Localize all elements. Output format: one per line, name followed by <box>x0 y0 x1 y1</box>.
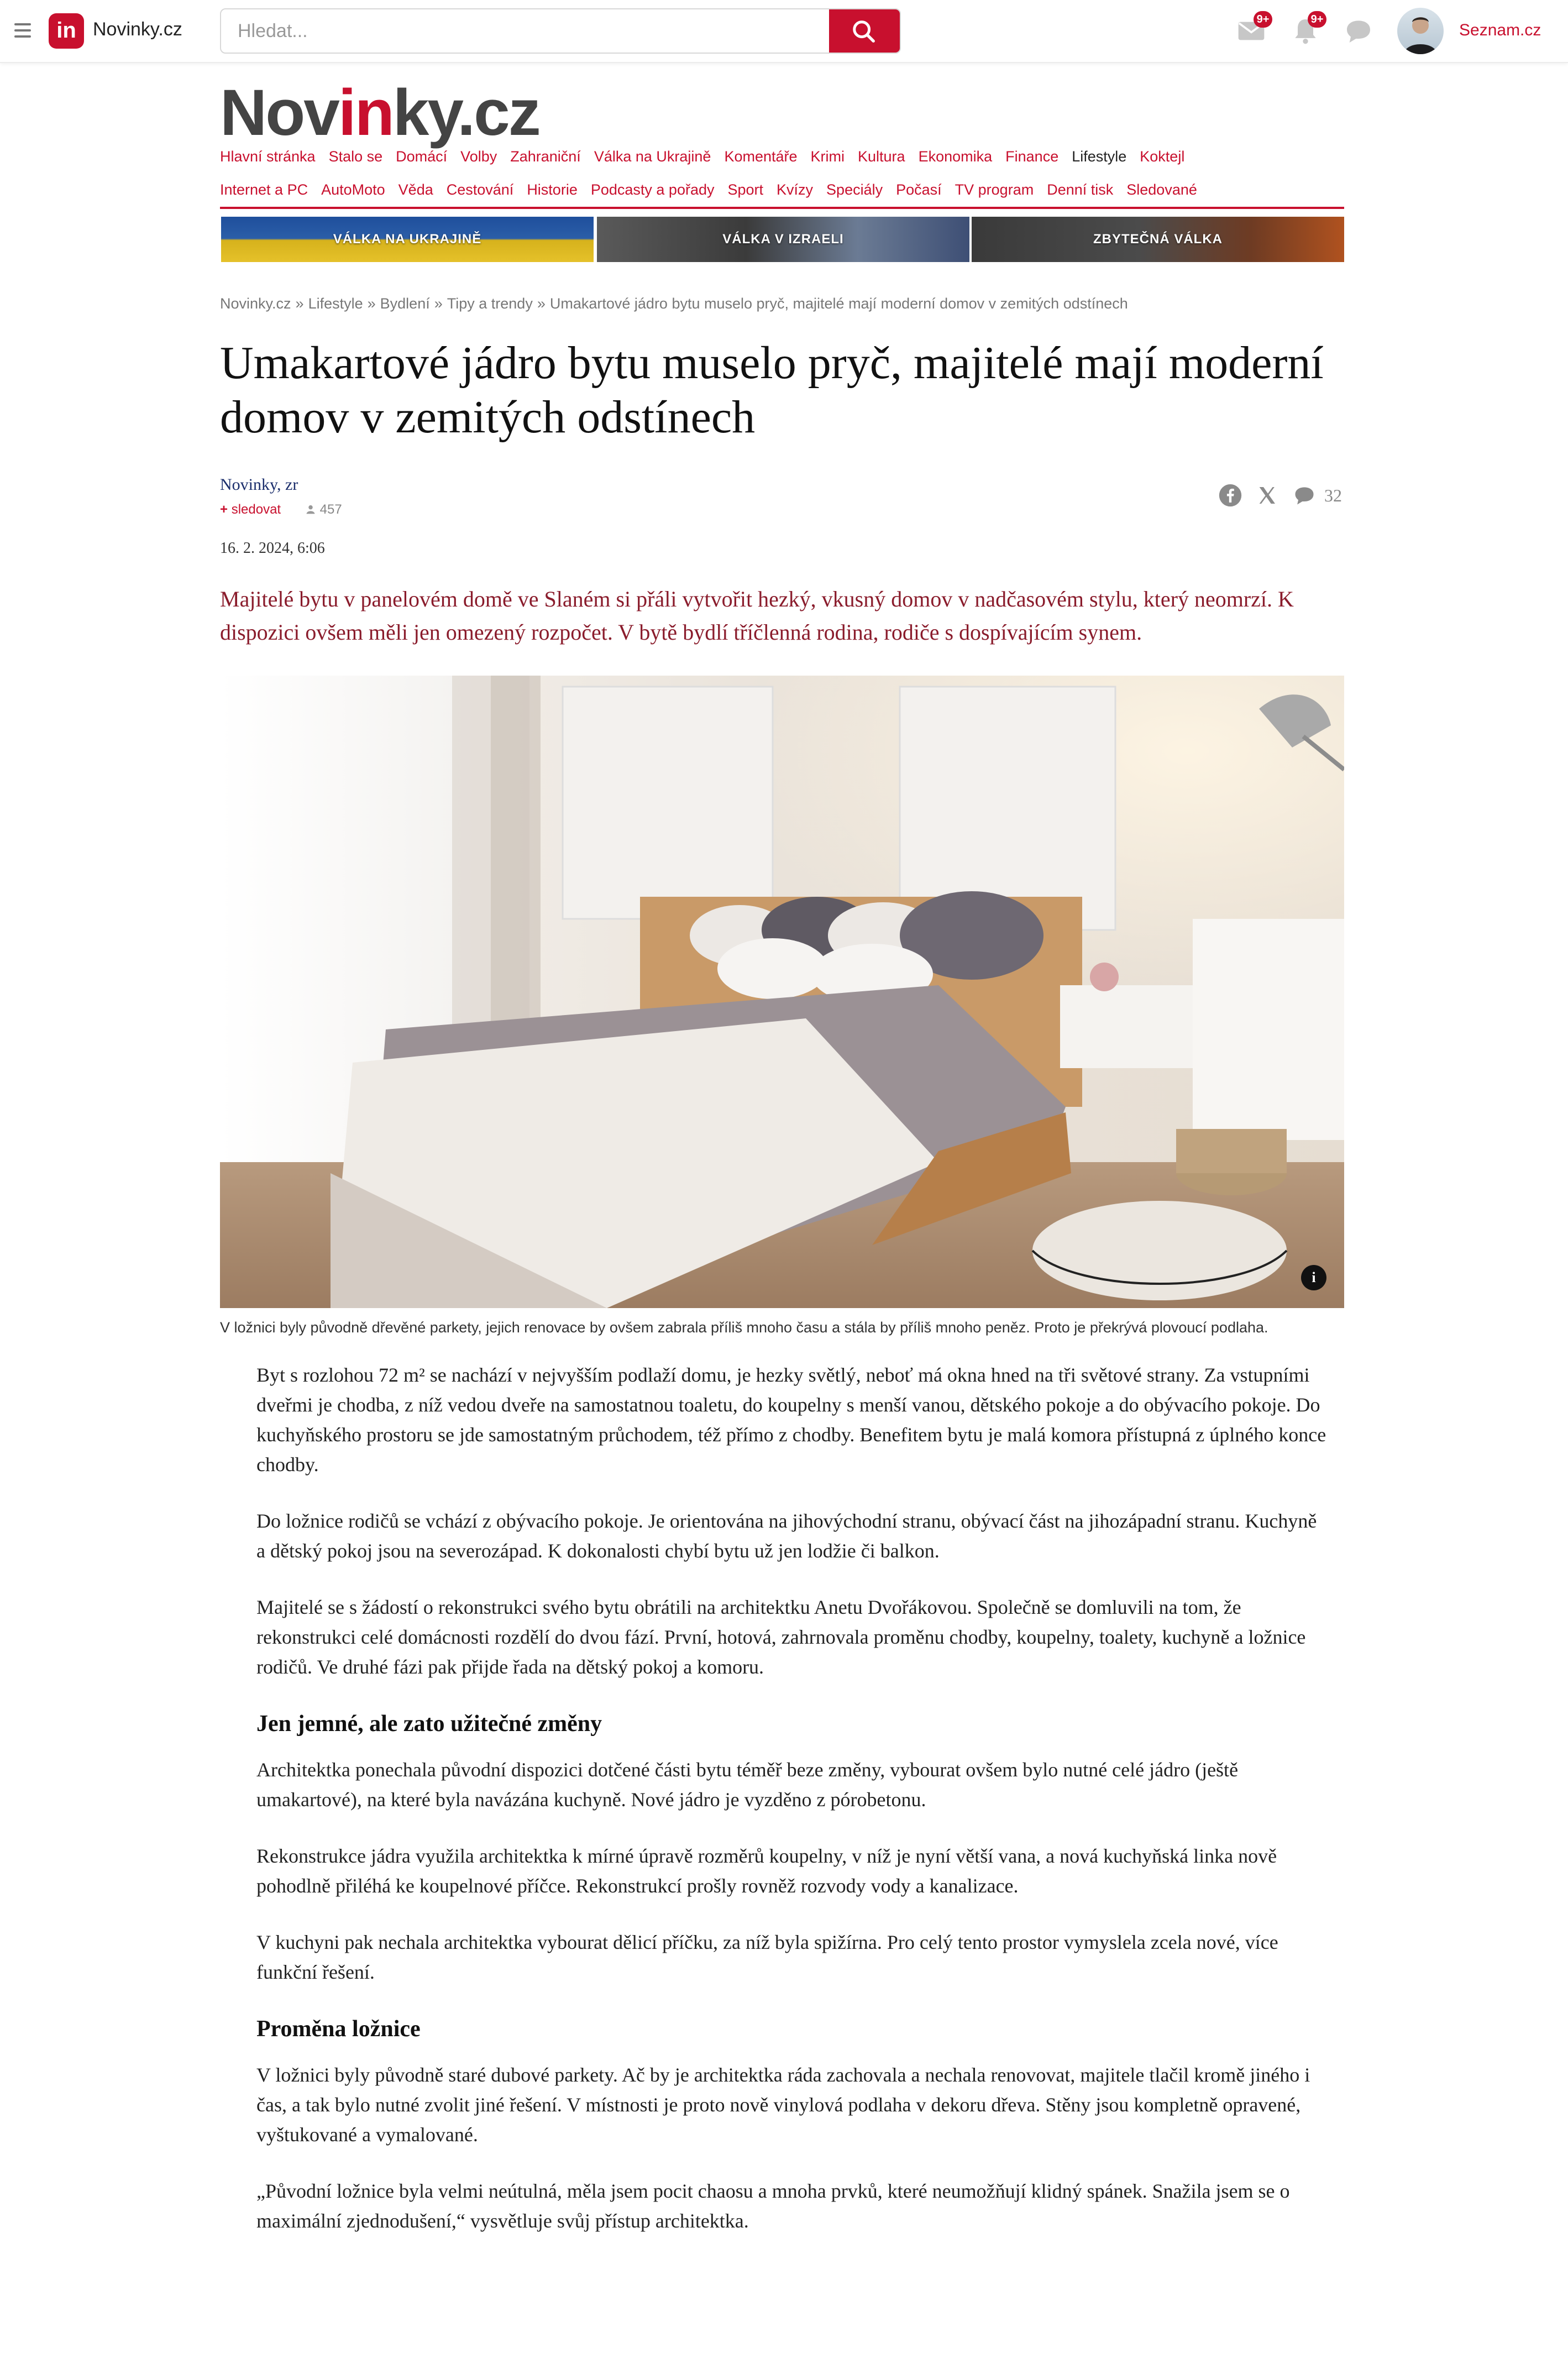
comments-button[interactable] <box>1292 483 1317 510</box>
banner-israel[interactable] <box>597 217 969 262</box>
nav-item[interactable]: Volby <box>460 148 497 165</box>
share-x[interactable] <box>1256 483 1278 510</box>
nav-item[interactable]: Počasí <box>896 181 942 198</box>
paragraph: Architektka ponechala původní dispozici dotčené části bytu téměř beze změny, vybourat ovšem bylo nutné celé jádro (ještě umakartové), na které byla navázána kuchyně. Nové jádro je vyzděno z pórobetonu. <box>256 1759 1239 1811</box>
nav-item[interactable]: Komentáře <box>724 148 798 165</box>
nav-item[interactable]: Věda <box>398 181 433 198</box>
nav-item[interactable]: Internet a PC <box>220 181 308 198</box>
article-perex: Majitelé bytu v panelovém domě ve Slaném si přáli vytvořit hezký, vkusný domov v nadčasovém stylu, který neomrzí. K dispozici ovšem měli jen omezený rozpočet. V bytě bydlí tříčlenná rodina, rodiče s dospívajícím synem. <box>220 587 1294 645</box>
banner-label: VÁLKA NA UKRAJINĚ <box>333 232 482 247</box>
facebook-icon <box>1218 483 1242 508</box>
breadcrumb-separator: » <box>367 295 376 312</box>
brand-logo[interactable]: in <box>49 13 84 49</box>
paragraph: V kuchyni pak nechala architektka vybourat dělicí příčku, za níž byla spižírna. Pro celý tento prostor vymyslela zcela nové, více funkční řešení. <box>256 1931 1278 1983</box>
nav-item[interactable]: Historie <box>527 181 578 198</box>
nav-item[interactable]: Finance <box>1005 148 1059 165</box>
user-icon <box>1397 8 1444 54</box>
paragraph: Byt s rozlohou 72 m² se nachází v nejvyšším podlaží domu, je hezky světlý, neboť má okna hned na tři světové strany. Za vstupními dveřmi je chodba, z níž vedou dveře na samostatnou toaletu, do koupelny s menší vanou, dětského pokoje a do obývacího pokoje. Do kuchyňského prostoru se jde samostatným průchodem, též přímo z chodby. Benefitem bytu je malá komora přístupná z úplného konce chodby. <box>256 1364 1326 1476</box>
menu-icon[interactable] <box>14 23 31 38</box>
search-icon <box>851 19 877 44</box>
nav-item[interactable]: Sport <box>727 181 764 198</box>
x-icon <box>1256 483 1278 508</box>
chat-icon <box>1343 15 1374 46</box>
paragraph: Rekonstrukce jádra využila architektka k mírné úpravě rozměrů koupelny, v níž je nyní větší vana, a nová kuchyňská linka nově pohodlně přiléhá ke koupelnové příčce. Rekonstrukcí prošly rovněž rozvody vody a kanalizace. <box>256 1845 1277 1897</box>
nav-item[interactable]: Sledované <box>1126 181 1197 198</box>
paragraph: V ložnici byly původně staré dubové parkety. Ač by je architektka ráda zachovala a nechala renovovat, majitele tlačil kromě jiného i čas, a tak bylo nutné zvolit jiné řešení. V místnosti je proto nově vinylová podlaha v dekoru dřeva. Stěny jsou kompletně opravené, vyštukované a vymalované. <box>256 2064 1310 2146</box>
nav-item[interactable]: Podcasty a pořady <box>590 181 715 198</box>
banner-label: ZBYTEČNÁ VÁLKA <box>1093 232 1223 247</box>
breadcrumb-separator: » <box>295 295 304 312</box>
nav-item[interactable]: Krimi <box>810 148 845 165</box>
logo-part: Nov <box>220 76 338 149</box>
nav-item[interactable]: AutoMoto <box>321 181 385 198</box>
section-heading: Proměna ložnice <box>256 2016 421 2042</box>
top-bar <box>0 0 1568 63</box>
seznam-link[interactable]: Seznam.cz <box>1459 21 1541 39</box>
info-icon[interactable]: i <box>1301 1265 1326 1290</box>
photo-caption: V ložnici byly původně dřevěné parkety, jejich renovace by ovšem zabrala příliš mnoho času a stála by příliš mnoho peněz. Proto je překrývá plovoucí podlaha. <box>220 1319 1268 1336</box>
notifications-button[interactable] <box>1290 13 1324 46</box>
banner-war[interactable] <box>972 217 1344 262</box>
breadcrumb-item: Umakartové jádro bytu muselo pryč, majitelé mají moderní domov v zemitých odstínech <box>549 295 1128 312</box>
share-facebook[interactable] <box>1218 483 1242 510</box>
nav-divider <box>220 207 1344 209</box>
mail-button[interactable] <box>1236 13 1270 46</box>
nav-item[interactable]: Speciály <box>826 181 883 198</box>
plus-icon: + <box>220 502 228 517</box>
comment-count[interactable]: 32 <box>1324 485 1342 505</box>
secondary-nav <box>220 181 1210 198</box>
author-link[interactable]: Novinky, zr <box>220 475 298 494</box>
search-button[interactable] <box>829 9 900 53</box>
mail-badge: 9+ <box>1254 11 1272 28</box>
banner-label: VÁLKA V IZRAELI <box>722 232 844 247</box>
follow-button[interactable] <box>220 502 281 517</box>
logo-part: ky.cz <box>392 76 539 149</box>
paragraph: Majitelé se s žádostí o rekonstrukci svého bytu obrátili na architektku Anetu Dvořákovou. Společně se domluvili na tom, že rekonstrukci celé domácnosti rozdělí do dvou fází. První, hotová, zahrnovala proměnu chodby, koupelny, toalety, kuchyně a ložnice rodičů. Ve druhé fázi pak přijde řada na dětský pokoj a komoru. <box>256 1596 1306 1678</box>
nav-item[interactable]: Ekonomika <box>918 148 993 165</box>
breadcrumb-separator: » <box>537 295 546 312</box>
search-input[interactable] <box>221 9 829 53</box>
nav-item[interactable]: Válka na Ukrajině <box>594 148 711 165</box>
nav-item[interactable]: Cestování <box>446 181 514 198</box>
user-icon <box>305 504 316 515</box>
brand-name[interactable]: Novinky.cz <box>93 19 182 40</box>
followers-value: 457 <box>319 502 342 517</box>
bedroom-photo <box>220 676 1344 1308</box>
breadcrumb-item[interactable]: Bydlení <box>380 295 430 312</box>
breadcrumb-item[interactable]: Tipy a trendy <box>447 295 533 312</box>
bell-badge: 9+ <box>1308 11 1326 28</box>
article-title: Umakartové jádro bytu muselo pryč, majitelé mají moderní domov v zemitých odstínech <box>220 337 1324 443</box>
paragraph: „Původní ložnice byla velmi neútulná, měla jsem pocit chaosu a mnoha prvků, které neumožňují klidný spánek. Snažila jsem se o maximální zjednodušení,“ vysvětluje svůj přístup architektka. <box>256 2180 1290 2232</box>
nav-item[interactable]: Kultura <box>858 148 905 165</box>
nav-item[interactable]: Stalo se <box>328 148 383 165</box>
nav-item[interactable]: Koktejl <box>1140 148 1185 165</box>
nav-item[interactable]: Hlavní stránka <box>220 148 316 165</box>
article-body <box>256 1360 1329 2262</box>
article-photo[interactable] <box>220 676 1344 1308</box>
banner-ukraine[interactable] <box>221 217 594 262</box>
breadcrumb <box>220 295 1128 312</box>
breadcrumb-item[interactable]: Novinky.cz <box>220 295 291 312</box>
nav-item[interactable]: Domácí <box>396 148 448 165</box>
publish-date: 16. 2. 2024, 6:06 <box>220 540 325 557</box>
nav-item[interactable]: Lifestyle <box>1072 148 1127 165</box>
nav-item[interactable]: Denní tisk <box>1047 181 1114 198</box>
comment-icon <box>1292 483 1317 508</box>
paragraph: Do ložnice rodičů se vchází z obývacího pokoje. Je orientována na jihovýchodní stranu, obývací část na jihozápadní stranu. Kuchyně a dětský pokoj jsou na severozápad. K dokonalosti chybí bytu už jen lodžie či balkon. <box>256 1510 1317 1562</box>
nav-item[interactable]: Kvízy <box>777 181 814 198</box>
section-heading: Jen jemné, ale zato užitečné změny <box>256 1711 602 1737</box>
follow-label: sledovat <box>231 502 281 517</box>
breadcrumb-item[interactable]: Lifestyle <box>308 295 363 312</box>
search-box <box>220 8 901 54</box>
followers-count <box>305 502 342 517</box>
nav-item[interactable]: Zahraniční <box>510 148 581 165</box>
avatar[interactable] <box>1397 8 1444 54</box>
nav-item[interactable]: TV program <box>955 181 1034 198</box>
chat-button[interactable] <box>1343 15 1374 46</box>
site-logo[interactable] <box>220 75 539 150</box>
logo-accent: in <box>338 76 393 149</box>
main-nav <box>220 148 1198 165</box>
breadcrumb-separator: » <box>434 295 443 312</box>
